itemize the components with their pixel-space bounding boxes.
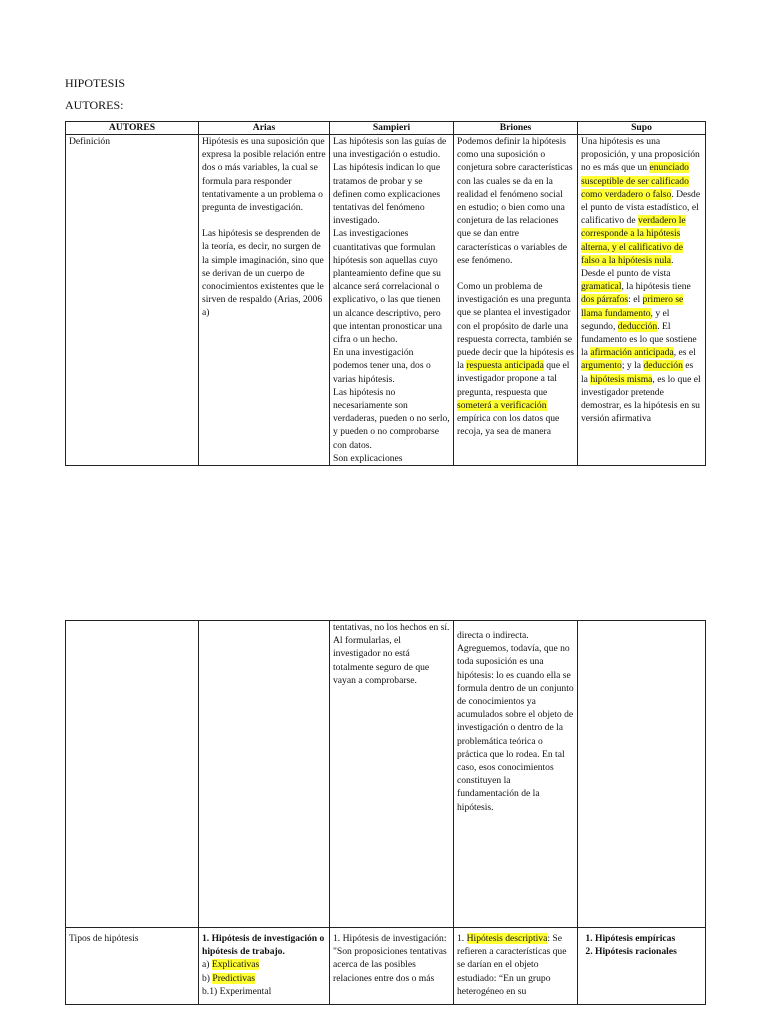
- highlight: gramatical: [581, 281, 622, 293]
- text-run: b): [202, 972, 213, 984]
- cell-supo-definicion: [578, 135, 706, 466]
- cell-arias-cont: [199, 621, 330, 928]
- row-label-definicion: Definición: [66, 135, 199, 466]
- text-run: , es el: [673, 347, 696, 359]
- highlight: someterá a verificación: [457, 399, 547, 411]
- table-row-continuation: [66, 621, 706, 928]
- text-run: Desde el punto de vista: [581, 268, 671, 280]
- text-run: que el investigador propone a tal pregunta, respuesta que: [457, 360, 570, 398]
- highlight: enunciado susceptible de ser calificado como verdadero o falso: [581, 162, 689, 200]
- highlight: verdadero le corresponde a la hipótesis alterna, y el calificativo de falso a la hipótesis nula: [581, 215, 686, 266]
- text-run: 1.: [457, 933, 467, 944]
- text-run: a): [202, 959, 212, 971]
- cell-briones-cont: directa o indirecta. Agreguemos, todavía, que no toda suposición es una hipótesis: lo es cuando ella se formula dentro de un conjunto de conocimientos ya acumulados sobre el objeto de investigación o dentro de la problemática teórica o práctica que lo rodea. En tal caso, esos conocimientos constituyen la fundamentación de la hipótesis.: [454, 621, 578, 928]
- row-label-empty: [66, 621, 199, 928]
- highlight: hipótesis misma: [590, 373, 653, 385]
- cell-supo-tipos: [578, 928, 706, 1005]
- highlight: deducción: [617, 320, 658, 332]
- authors-table-top: [65, 121, 706, 466]
- authors-table-continued: [65, 620, 706, 1005]
- text-run: . El fundamento es lo que sostiene la: [581, 320, 697, 359]
- cell-arias-tipos: [199, 928, 330, 1005]
- arias-tipos-item: b.1) Experimental: [202, 985, 272, 997]
- highlight: primero se llama fundamento: [581, 294, 684, 319]
- briones-paragraph: Podemos definir la hipótesis como una suposición o conjetura sobre características con las cuales se da en la realidad el fenómeno social en estudio; o bien como una conjetura de las relaciones que se dan entre características o variables de ese fenómeno.: [457, 136, 573, 266]
- header-autores: AUTORES: [66, 122, 199, 135]
- arias-paragraph: Hipótesis es una suposición que expresa la posible relación entre dos o más variables, la cual se formula para responder tentativamente a un problema o pregunta de investigación.: [202, 136, 326, 214]
- header-supo: Supo: [578, 122, 706, 135]
- text-run: es la: [581, 360, 694, 385]
- text-run: ; y la: [621, 360, 644, 372]
- arias-tipos-item: [202, 972, 326, 985]
- sampieri-paragraph: Las hipótesis no necesariamente son verdaderas, pueden o no serlo, y pueden o no comprobarse con datos.: [333, 386, 450, 451]
- sampieri-paragraph: Las investigaciones cuantitativas que formulan hipótesis son aquellas cuyo planteamiento define que su alcance será correlacional o explicativo, o las que tienen un alcance descriptivo, pero que intentan pronosticar una cifra o un hecho.: [333, 228, 442, 346]
- list-item: 2. Hipótesis racionales: [595, 945, 702, 958]
- text-run: empírica con los datos que recoja, ya sea de manera: [457, 413, 560, 438]
- cell-supo-cont: [578, 621, 706, 928]
- header-sampieri: Sampieri: [330, 122, 454, 135]
- text-run: : el: [628, 294, 643, 306]
- cell-briones-definicion: [454, 135, 578, 466]
- list-item: 1. Hipótesis empíricas: [595, 932, 702, 945]
- header-briones: Briones: [454, 122, 578, 135]
- arias-paragraph: Las hipótesis se desprenden de la teoría, es decir, no surgen de la simple imaginación, sino que se derivan de un cuerpo de conocimientos existentes que le sirven de respaldo (Arias, 2006 a): [202, 228, 324, 319]
- supo-tipos-list: [581, 932, 702, 958]
- table-row-tipos: [66, 928, 706, 1005]
- document-title: HIPOTESIS: [65, 76, 126, 90]
- text-run: . Desde el punto de vista estadístico, el calificativo de: [581, 188, 701, 227]
- document-subtitle: AUTORES:: [65, 98, 124, 112]
- briones-paragraph: [457, 280, 574, 438]
- cell-arias-definicion: [199, 135, 330, 466]
- text-run: , y el segundo,: [581, 307, 670, 332]
- cell-briones-tipos: [454, 928, 578, 1005]
- cell-sampieri-tipos: 1. Hipótesis de investigación: "Son proposiciones tentativas acerca de las posibles relaciones entre dos o más: [330, 928, 454, 1005]
- row-label-tipos: Tipos de hipótesis: [66, 928, 199, 1005]
- text-run: : Se refieren a características que se darían en el objeto estudiado: “En un grupo heterogéneo en su: [457, 933, 567, 997]
- sampieri-paragraph: En una investigación podemos tener una, dos o varias hipótesis.: [333, 347, 431, 385]
- arias-tipos-heading: 1. Hipótesis de investigación o hipótesis de trabajo.: [202, 933, 325, 958]
- text-run: Una hipótesis es una proposición, y una proposición no es más que un: [581, 136, 700, 174]
- table-header-row: [66, 122, 706, 135]
- highlight: deducción: [643, 360, 683, 372]
- sampieri-paragraph: Son explicaciones: [333, 452, 403, 464]
- highlight: Explicativas: [211, 959, 260, 971]
- text-run: .: [671, 254, 674, 266]
- text-run: Como un problema de investigación es una pregunta que se plantea el investigador con el propósito de darle una respuesta correcta, también se puede decir que la hipótesis es la: [457, 281, 574, 372]
- highlight: Hipótesis descriptiva: [466, 933, 548, 944]
- highlight: Predictivas: [212, 972, 256, 984]
- supo-paragraph: [581, 267, 702, 425]
- supo-paragraph: [581, 135, 702, 267]
- text-run: , la hipótesis tiene: [621, 281, 691, 293]
- table-row-definicion: [66, 135, 706, 466]
- highlight: dos párrafos: [581, 294, 629, 306]
- sampieri-paragraph: Las hipótesis son las guías de una investigación o estudio. Las hipótesis indican lo que tratamos de probar y se definen como explicaciones tentativas del fenómeno investigado.: [333, 136, 447, 227]
- cell-sampieri-definicion: [330, 135, 454, 466]
- header-arias: Arias: [199, 122, 330, 135]
- highlight: respuesta anticipada: [466, 360, 544, 372]
- text-run: , es lo que el investigador pretende demostrar, es la hipótesis en su versión afirmativa: [581, 373, 701, 425]
- highlight: argumento: [581, 360, 622, 372]
- highlight: afirmación anticipada: [590, 347, 674, 359]
- cell-sampieri-cont: tentativas, no los hechos en sí. Al formularlas, el investigador no está totalmente seguro de que vayan a comprobarse.: [330, 621, 454, 928]
- arias-tipos-item: [202, 958, 326, 971]
